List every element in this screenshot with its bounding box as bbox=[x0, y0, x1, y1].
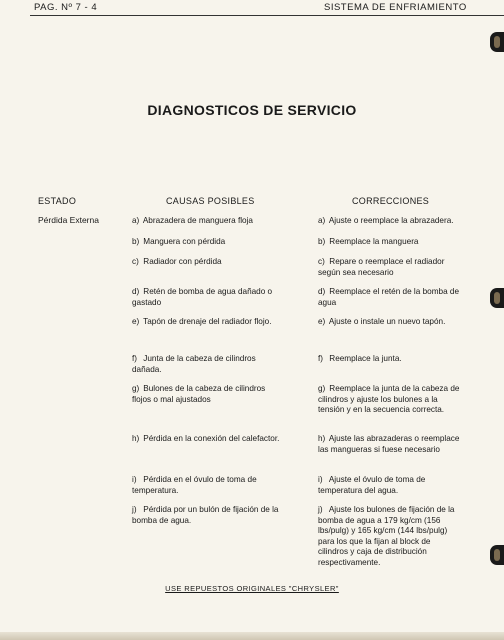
cause-text: Bulones de la cabeza de cilindros flojos o mal ajustados bbox=[132, 384, 266, 404]
correction-item bbox=[318, 237, 460, 248]
correction-text: Ajuste el óvulo de toma de temperatura del agua. bbox=[318, 475, 426, 495]
correction-item bbox=[318, 505, 460, 568]
cause-item bbox=[132, 287, 280, 308]
footer-note bbox=[0, 584, 504, 593]
item-label: g) bbox=[132, 384, 140, 393]
binder-hole bbox=[490, 288, 504, 308]
cause-item bbox=[132, 384, 280, 405]
correction-item bbox=[318, 216, 460, 227]
item-label: g) bbox=[318, 384, 326, 393]
cause-text: Junta de la cabeza de cilindros dañada. bbox=[132, 354, 256, 374]
item-label: c) bbox=[318, 257, 325, 266]
binder-hole bbox=[490, 32, 504, 52]
correction-text: Ajuste o reemplace la abrazadera. bbox=[328, 216, 454, 225]
item-label: b) bbox=[132, 237, 140, 246]
item-label: e) bbox=[318, 317, 326, 326]
cause-text: Radiador con pérdida bbox=[143, 257, 222, 266]
cause-item bbox=[132, 257, 280, 268]
cause-text: Manguera con pérdida bbox=[143, 237, 226, 246]
item-label: d) bbox=[318, 287, 326, 296]
item-label: f) bbox=[318, 354, 324, 363]
binder-hole bbox=[490, 545, 504, 565]
correction-text: Repare o reemplace el radiador según sea necesario bbox=[318, 257, 445, 277]
correction-text: Reemplace el retén de la bomba de agua bbox=[318, 287, 459, 307]
item-label: b) bbox=[318, 237, 326, 246]
item-label: f) bbox=[132, 354, 138, 363]
page-title: DIAGNOSTICOS DE SERVICIO bbox=[147, 102, 357, 118]
item-label: c) bbox=[132, 257, 139, 266]
correction-item bbox=[318, 384, 460, 416]
correction-item bbox=[318, 317, 460, 328]
correction-text: Ajuste las abrazaderas o reemplace las mangueras si fuese necesario bbox=[318, 434, 460, 454]
correction-text: Reemplace la manguera bbox=[329, 237, 419, 246]
item-label: i) bbox=[318, 475, 323, 484]
cause-item bbox=[132, 216, 280, 227]
correction-item bbox=[318, 475, 460, 496]
page-bottom-edge bbox=[0, 632, 504, 640]
item-label: j) bbox=[318, 505, 323, 514]
correction-text: Ajuste o instale un nuevo tapón. bbox=[328, 317, 446, 326]
correction-text: Reemplace la junta de la cabeza de cilindros y ajuste los bulones a la tensión y en la secuencia correcta. bbox=[318, 384, 460, 414]
cause-item bbox=[132, 505, 280, 526]
page-number: PAG. Nº 7 - 4 bbox=[34, 2, 98, 13]
cause-text: Pérdida en el óvulo de toma de temperatura. bbox=[132, 475, 257, 495]
correction-text: Reemplace la junta. bbox=[329, 354, 402, 363]
cause-text: Retén de bomba de agua dañado o gastado bbox=[132, 287, 273, 307]
section-title: SISTEMA DE ENFRIAMIENTO bbox=[324, 2, 467, 13]
column-header-correcciones: CORRECCIONES bbox=[352, 196, 430, 206]
cause-item bbox=[132, 317, 280, 328]
correction-item bbox=[318, 287, 460, 308]
correction-item bbox=[318, 434, 460, 455]
cause-item bbox=[132, 237, 280, 248]
estado-value: Pérdida Externa bbox=[38, 215, 99, 225]
item-label: a) bbox=[318, 216, 326, 225]
cause-item bbox=[132, 434, 280, 445]
item-label: e) bbox=[132, 317, 140, 326]
correction-text: Ajuste los bulones de fijación de la bomba de agua a 179 kg/cm (156 lbs/pulg) y 165 kg/cm (144 lbs/pulg) para los que la fijan al block de cilindros y caja de distribución respectivamente. bbox=[318, 505, 455, 567]
item-label: h) bbox=[318, 434, 326, 443]
item-label: h) bbox=[132, 434, 140, 443]
cause-text: Tapón de drenaje del radiador flojo. bbox=[143, 317, 272, 326]
cause-item bbox=[132, 475, 280, 496]
column-header-estado: ESTADO bbox=[38, 196, 77, 206]
cause-item bbox=[132, 354, 280, 375]
header-rule bbox=[30, 15, 504, 16]
item-label: d) bbox=[132, 287, 140, 296]
column-header-causas: CAUSAS POSIBLES bbox=[166, 196, 255, 206]
item-label: i) bbox=[132, 475, 137, 484]
footer-text: USE REPUESTOS ORIGINALES "CHRYSLER" bbox=[165, 584, 339, 593]
item-label: a) bbox=[132, 216, 140, 225]
cause-text: Pérdida por un bulón de fijación de la bomba de agua. bbox=[132, 505, 279, 525]
item-label: j) bbox=[132, 505, 137, 514]
correction-item bbox=[318, 257, 460, 278]
cause-text: Abrazadera de manguera floja bbox=[142, 216, 253, 225]
cause-text: Pérdida en la conexión del calefactor. bbox=[143, 434, 280, 443]
correction-item bbox=[318, 354, 460, 365]
